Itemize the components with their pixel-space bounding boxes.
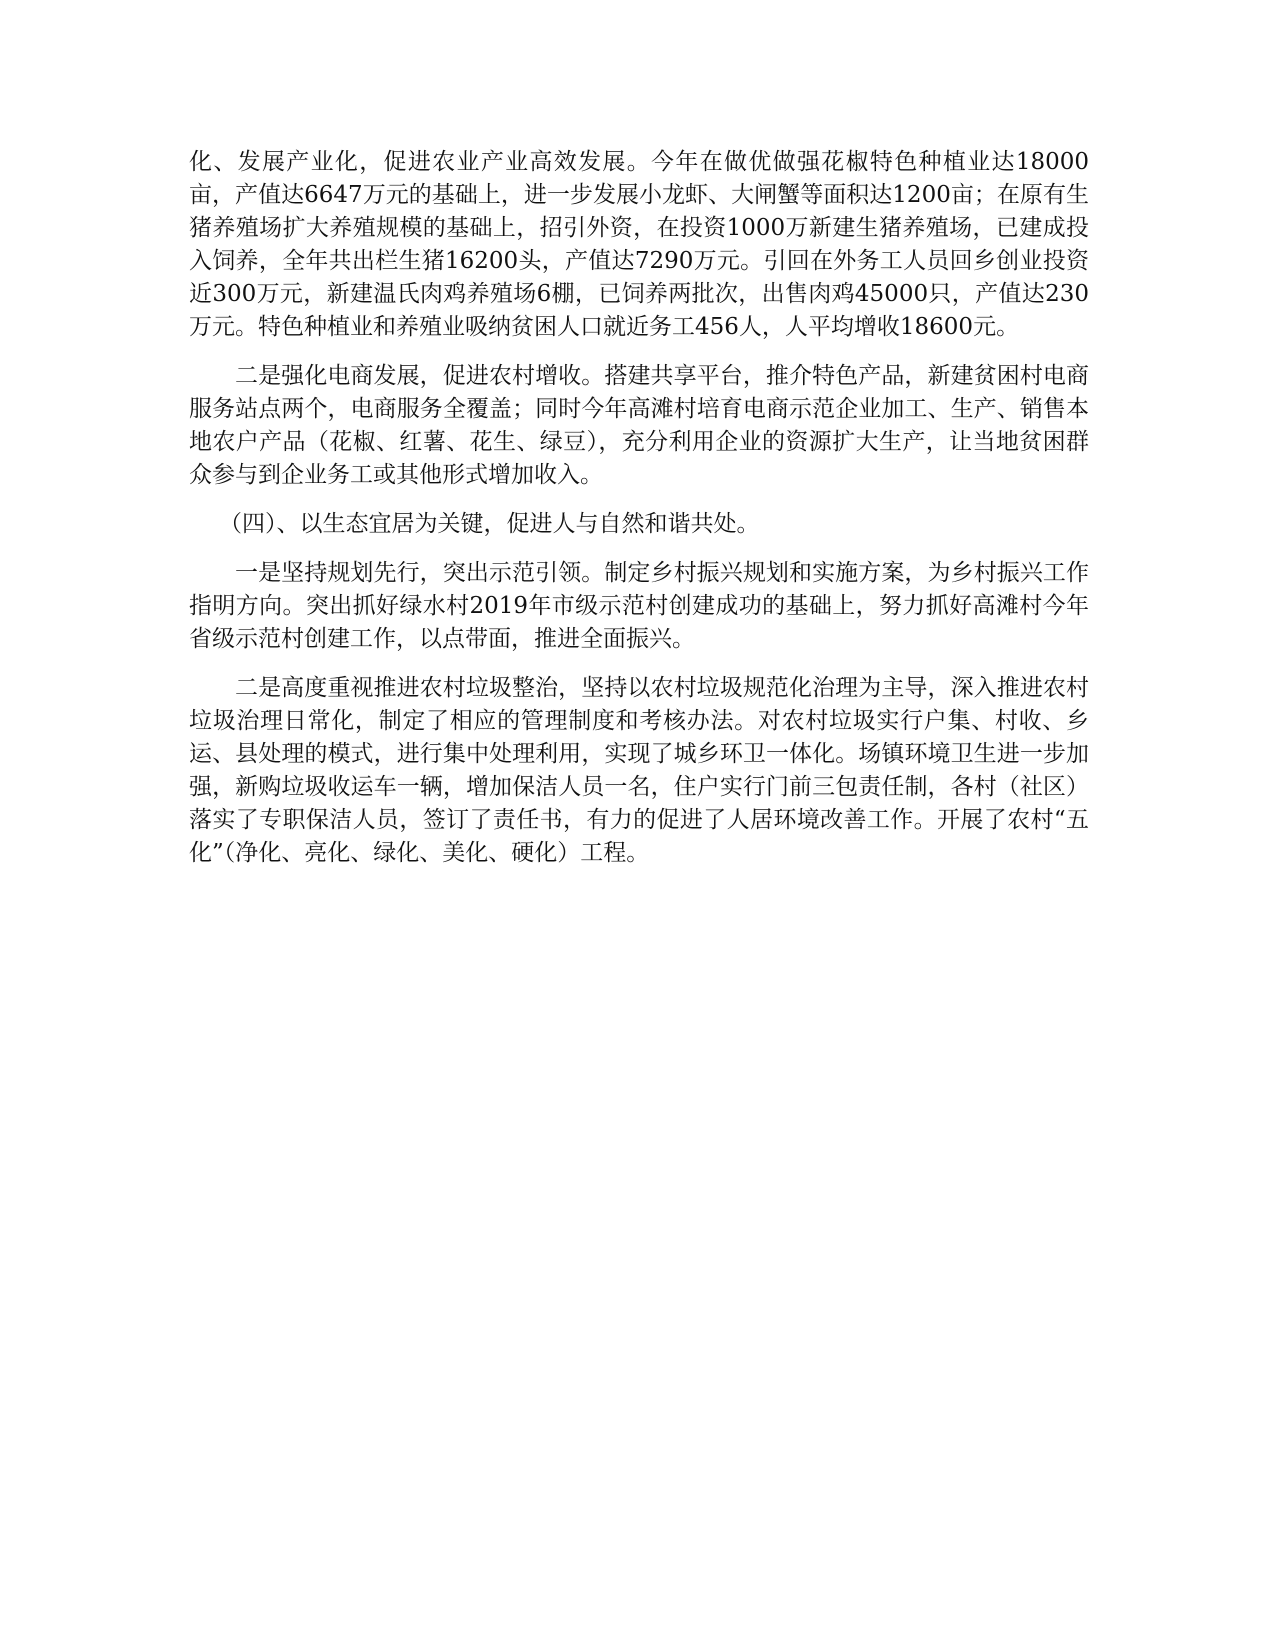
paragraph-planning: 一是坚持规划先行，突出示范引领。制定乡村振兴规划和实施方案，为乡村振兴工作指明方向。突出抓好绿水村2019年市级示范村创建成功的基础上，努力抓好高滩村今年省级示范村创建工作，以点带面，推进全面振兴。 bbox=[189, 560, 1089, 652]
paragraph-agriculture-industry: 化、发展产业化，促进农业产业高效发展。今年在做优做强花椒特色种植业达18000亩，产值达6647万元的基础上，进一步发展小龙虾、大闸蟹等面积达1200亩；在原有生猪养殖场扩大养殖规模的基础上，招引外资，在投资1000万新建生猪养殖场，已建成投入饲养，全年共出栏生猪16200头，产值达7290万元。引回在外务工人员回乡创业投资近300万元，新建温氏肉鸡养殖场6棚，已饲养两批次，出售肉鸡45000只，产值达230万元。特色种植业和养殖业吸纳贫困人口就近务工456人，人平均增收18600元。 bbox=[189, 149, 1089, 340]
section-heading-ecology: （四）、以生态宜居为关键，促进人与自然和谐共处。 bbox=[219, 511, 760, 537]
paragraph-garbage-management: 二是高度重视推进农村垃圾整治，坚持以农村垃圾规范化治理为主导，深入推进农村垃圾治理日常化，制定了相应的管理制度和考核办法。对农村垃圾实行户集、村收、乡运、县处理的模式，进行集中处理利用，实现了城乡环卫一体化。场镇环境卫生进一步加强，新购垃圾收运车一辆，增加保洁人员一名，住户实行门前三包责任制，各村（社区）落实了专职保洁人员，签订了责任书，有力的促进了人居环境改善工作。开展了农村“五化”（净化、亮化、绿化、美化、硬化）工程。 bbox=[189, 675, 1089, 866]
document-body bbox=[189, 146, 1089, 886]
paragraph-ecommerce: 二是强化电商发展，促进农村增收。搭建共享平台，推介特色产品，新建贫困村电商服务站点两个，电商服务全覆盖；同时今年高滩村培育电商示范企业加工、生产、销售本地农户产品（花椒、红薯、花生、绿豆），充分利用企业的资源扩大生产，让当地贫困群众参与到企业务工或其他形式增加收入。 bbox=[189, 363, 1089, 488]
